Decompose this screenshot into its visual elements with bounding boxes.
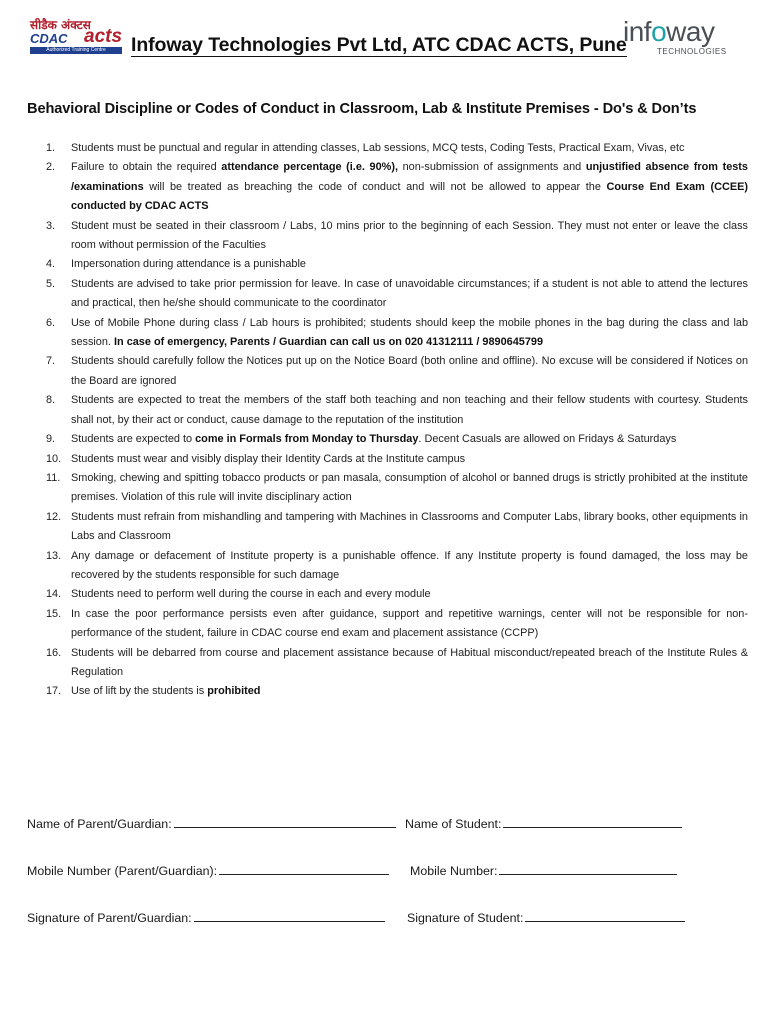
rule-text — [71, 255, 748, 274]
rules-list — [0, 139, 768, 702]
rule-number: 16. — [46, 646, 62, 659]
rule-item — [0, 352, 768, 391]
rule-number: 10. — [46, 452, 62, 465]
rule-item — [0, 217, 768, 256]
rule-text — [71, 391, 748, 430]
page-header — [0, 0, 768, 80]
rule-item — [0, 275, 768, 314]
rule-text — [71, 158, 748, 216]
rule-item — [0, 139, 768, 158]
rule-text — [71, 508, 748, 547]
logo-word-o: o — [651, 16, 667, 47]
rule-number: 4. — [46, 258, 56, 271]
student-name-label: Name of Student: — [405, 817, 502, 831]
student-mobile-field[interactable] — [410, 863, 677, 878]
rule-text-segment: Students should carefully follow the Notices put up on the Notice Board (both online and offline). No excuse will be considered if Notices on the Board are ignored — [71, 355, 748, 387]
rule-text-bold: Course End Exam (CCEE) conducted by CDAC ACTS — [71, 180, 748, 213]
logo-acts-text: acts — [84, 26, 123, 47]
parent-mobile-field[interactable] — [27, 863, 389, 878]
student-name-field[interactable] — [405, 816, 682, 831]
rule-text-segment: Student must be seated in their classroom / Labs, 10 mins prior to the beginning of each Session. They must not enter or leave the class room without permission of the Faculties — [71, 219, 748, 252]
rule-number: 14. — [46, 588, 62, 601]
rule-text-bold: unjustified absence from tests /examinations — [71, 161, 748, 193]
student-signature-field[interactable] — [407, 910, 685, 925]
parent-name-field[interactable] — [27, 816, 396, 831]
rule-text-segment: In case the poor performance persists even after guidance, support and repetitive warnings, center will not be responsible for non-performance of the student, failure in CDAC course end exam and placement assistance (CCPP) — [71, 607, 748, 640]
rule-text — [71, 430, 748, 449]
student-signature-label: Signature of Student: — [407, 911, 524, 925]
rule-text — [71, 547, 748, 586]
rule-text-segment: Impersonation during attendance is a punishable — [71, 258, 306, 271]
rule-text-segment: Students are advised to take prior permission for leave. In case of unavoidable circumstances; if a student is not able to attend the lectures and practical, then he/she should communicate to the coordinator — [71, 277, 748, 310]
rule-number: 15. — [46, 607, 62, 620]
infoway-logo — [623, 18, 735, 60]
logo-word-pre: inf — [623, 16, 652, 47]
logo-word-post: way — [666, 16, 715, 47]
rule-text-segment: Use of lift by the students is — [71, 685, 208, 698]
student-signature-blank[interactable] — [525, 910, 685, 922]
logo-tagline: Authorized Training Centre — [30, 47, 122, 54]
rule-text — [71, 352, 748, 391]
parent-mobile-blank[interactable] — [219, 863, 389, 875]
rule-text-segment: non-submission of assignments and — [398, 161, 586, 174]
cdac-acts-logo — [28, 16, 124, 56]
rule-text — [71, 644, 748, 683]
rule-text — [71, 469, 748, 508]
rule-item — [0, 430, 768, 449]
rule-text — [71, 585, 748, 604]
rule-text-segment: Students must be punctual and regular in attending classes, Lab sessions, MCQ tests, Coding Tests, Practical Exam, Vivas, etc — [71, 142, 685, 154]
rule-number: 3. — [46, 219, 56, 232]
parent-name-blank[interactable] — [174, 816, 396, 828]
logo-hindi-text: सीडैक अंक्टस — [30, 18, 91, 32]
rule-text-bold: In case of emergency, Parents / Guardian can call us on 020 41312111 / 9890645799 — [113, 336, 544, 349]
rule-text-segment: Students must wear and visibly display their Identity Cards at the Institute campus — [71, 452, 466, 465]
rule-item — [0, 682, 768, 701]
rule-number: 8. — [46, 394, 56, 407]
student-mobile-blank[interactable] — [499, 863, 677, 875]
rule-item — [0, 255, 768, 274]
rule-number: 6. — [46, 316, 56, 329]
parent-signature-blank[interactable] — [194, 910, 385, 922]
rule-item — [0, 450, 768, 469]
logo-infoway-word — [623, 16, 714, 48]
rule-number: 1. — [46, 142, 56, 154]
rule-text — [71, 217, 748, 256]
parent-mobile-label: Mobile Number (Parent/Guardian): — [27, 864, 218, 878]
rule-text-segment: Students must refrain from mishandling and tampering with Machines in Classrooms and Computer Labs, library books, other equipments in Labs and Classroom — [71, 510, 748, 543]
rule-number: 2. — [46, 161, 56, 174]
rule-item — [0, 314, 768, 353]
rule-number: 11. — [46, 471, 61, 484]
student-mobile-label: Mobile Number: — [410, 864, 498, 878]
rule-item — [0, 547, 768, 586]
rule-text-segment: Students need to perform well during the course in each and every module — [71, 588, 431, 601]
rule-item — [0, 585, 768, 604]
rule-text-segment: Students are expected to — [71, 433, 196, 446]
rule-text-bold: come in Formals from Monday to Thursday — [195, 433, 419, 446]
rule-item — [0, 508, 768, 547]
rule-text-segment: Students will be debarred from course and placement assistance because of Habitual misconduct/repeated breach of the Institute Rules & Regulation — [71, 646, 748, 678]
logo-technologies-text: TECHNOLOGIES — [657, 47, 727, 56]
parent-signature-field[interactable] — [27, 910, 385, 925]
parent-signature-label: Signature of Parent/Guardian: — [27, 911, 192, 925]
rule-text-bold: prohibited — [207, 685, 261, 698]
rule-text-segment: will be treated as breaching the code of conduct and will not be allowed to appear the — [143, 180, 607, 193]
rule-item — [0, 391, 768, 430]
rule-number: 5. — [46, 277, 56, 290]
rule-text — [71, 314, 748, 353]
rule-text — [71, 275, 748, 314]
rule-text-segment: Use of Mobile Phone during class / Lab hours is prohibited; students should keep the mobile phones in the bag during the class and lab session. — [71, 316, 748, 349]
rule-text — [71, 682, 748, 701]
rule-item — [0, 605, 768, 644]
rule-text-bold: attendance percentage (i.e. 90%), — [221, 161, 398, 174]
logo-cdac-text: CDAC — [30, 31, 68, 46]
rule-text — [71, 450, 748, 469]
header-title: Infoway Technologies Pvt Ltd, ATC CDAC ACTS, Pune — [131, 34, 627, 56]
rule-item — [0, 469, 768, 508]
rule-text-segment: Students are expected to treat the members of the staff both teaching and non teaching and their fellow students with courtesy. Students shall not, by their act or conduct, cause damage to the reputation of the institution — [71, 394, 748, 426]
rule-number: 13. — [46, 549, 62, 562]
rule-text-segment: . Decent Casuals are allowed on Fridays & Saturdays — [418, 433, 677, 446]
page-title: Behavioral Discipline or Codes of Conduct in Classroom, Lab & Institute Premises - Do's & Don’ts — [27, 101, 697, 117]
rule-text — [71, 605, 748, 644]
rule-item — [0, 158, 768, 216]
student-name-blank[interactable] — [503, 816, 682, 828]
rule-number: 17. — [46, 685, 62, 698]
rule-number: 7. — [46, 355, 56, 368]
rule-text — [71, 139, 748, 158]
rule-item — [0, 644, 768, 683]
rule-number: 9. — [46, 433, 56, 446]
rule-number: 12. — [46, 510, 62, 523]
rule-text-segment: Any damage or defacement of Institute property is a punishable offence. If any Institute property is found damaged, the loss may be recovered by the students responsible for such damage — [71, 549, 748, 581]
rule-text-segment: Smoking, chewing and spitting tobacco products or pan masala, consumption of alcohol or banned drugs is strictly prohibited at the institute premises. Violation of this rule will invite disciplinary action — [71, 471, 748, 504]
rule-text-segment: Failure to obtain the required — [71, 161, 222, 174]
parent-name-label: Name of Parent/Guardian: — [27, 817, 172, 831]
